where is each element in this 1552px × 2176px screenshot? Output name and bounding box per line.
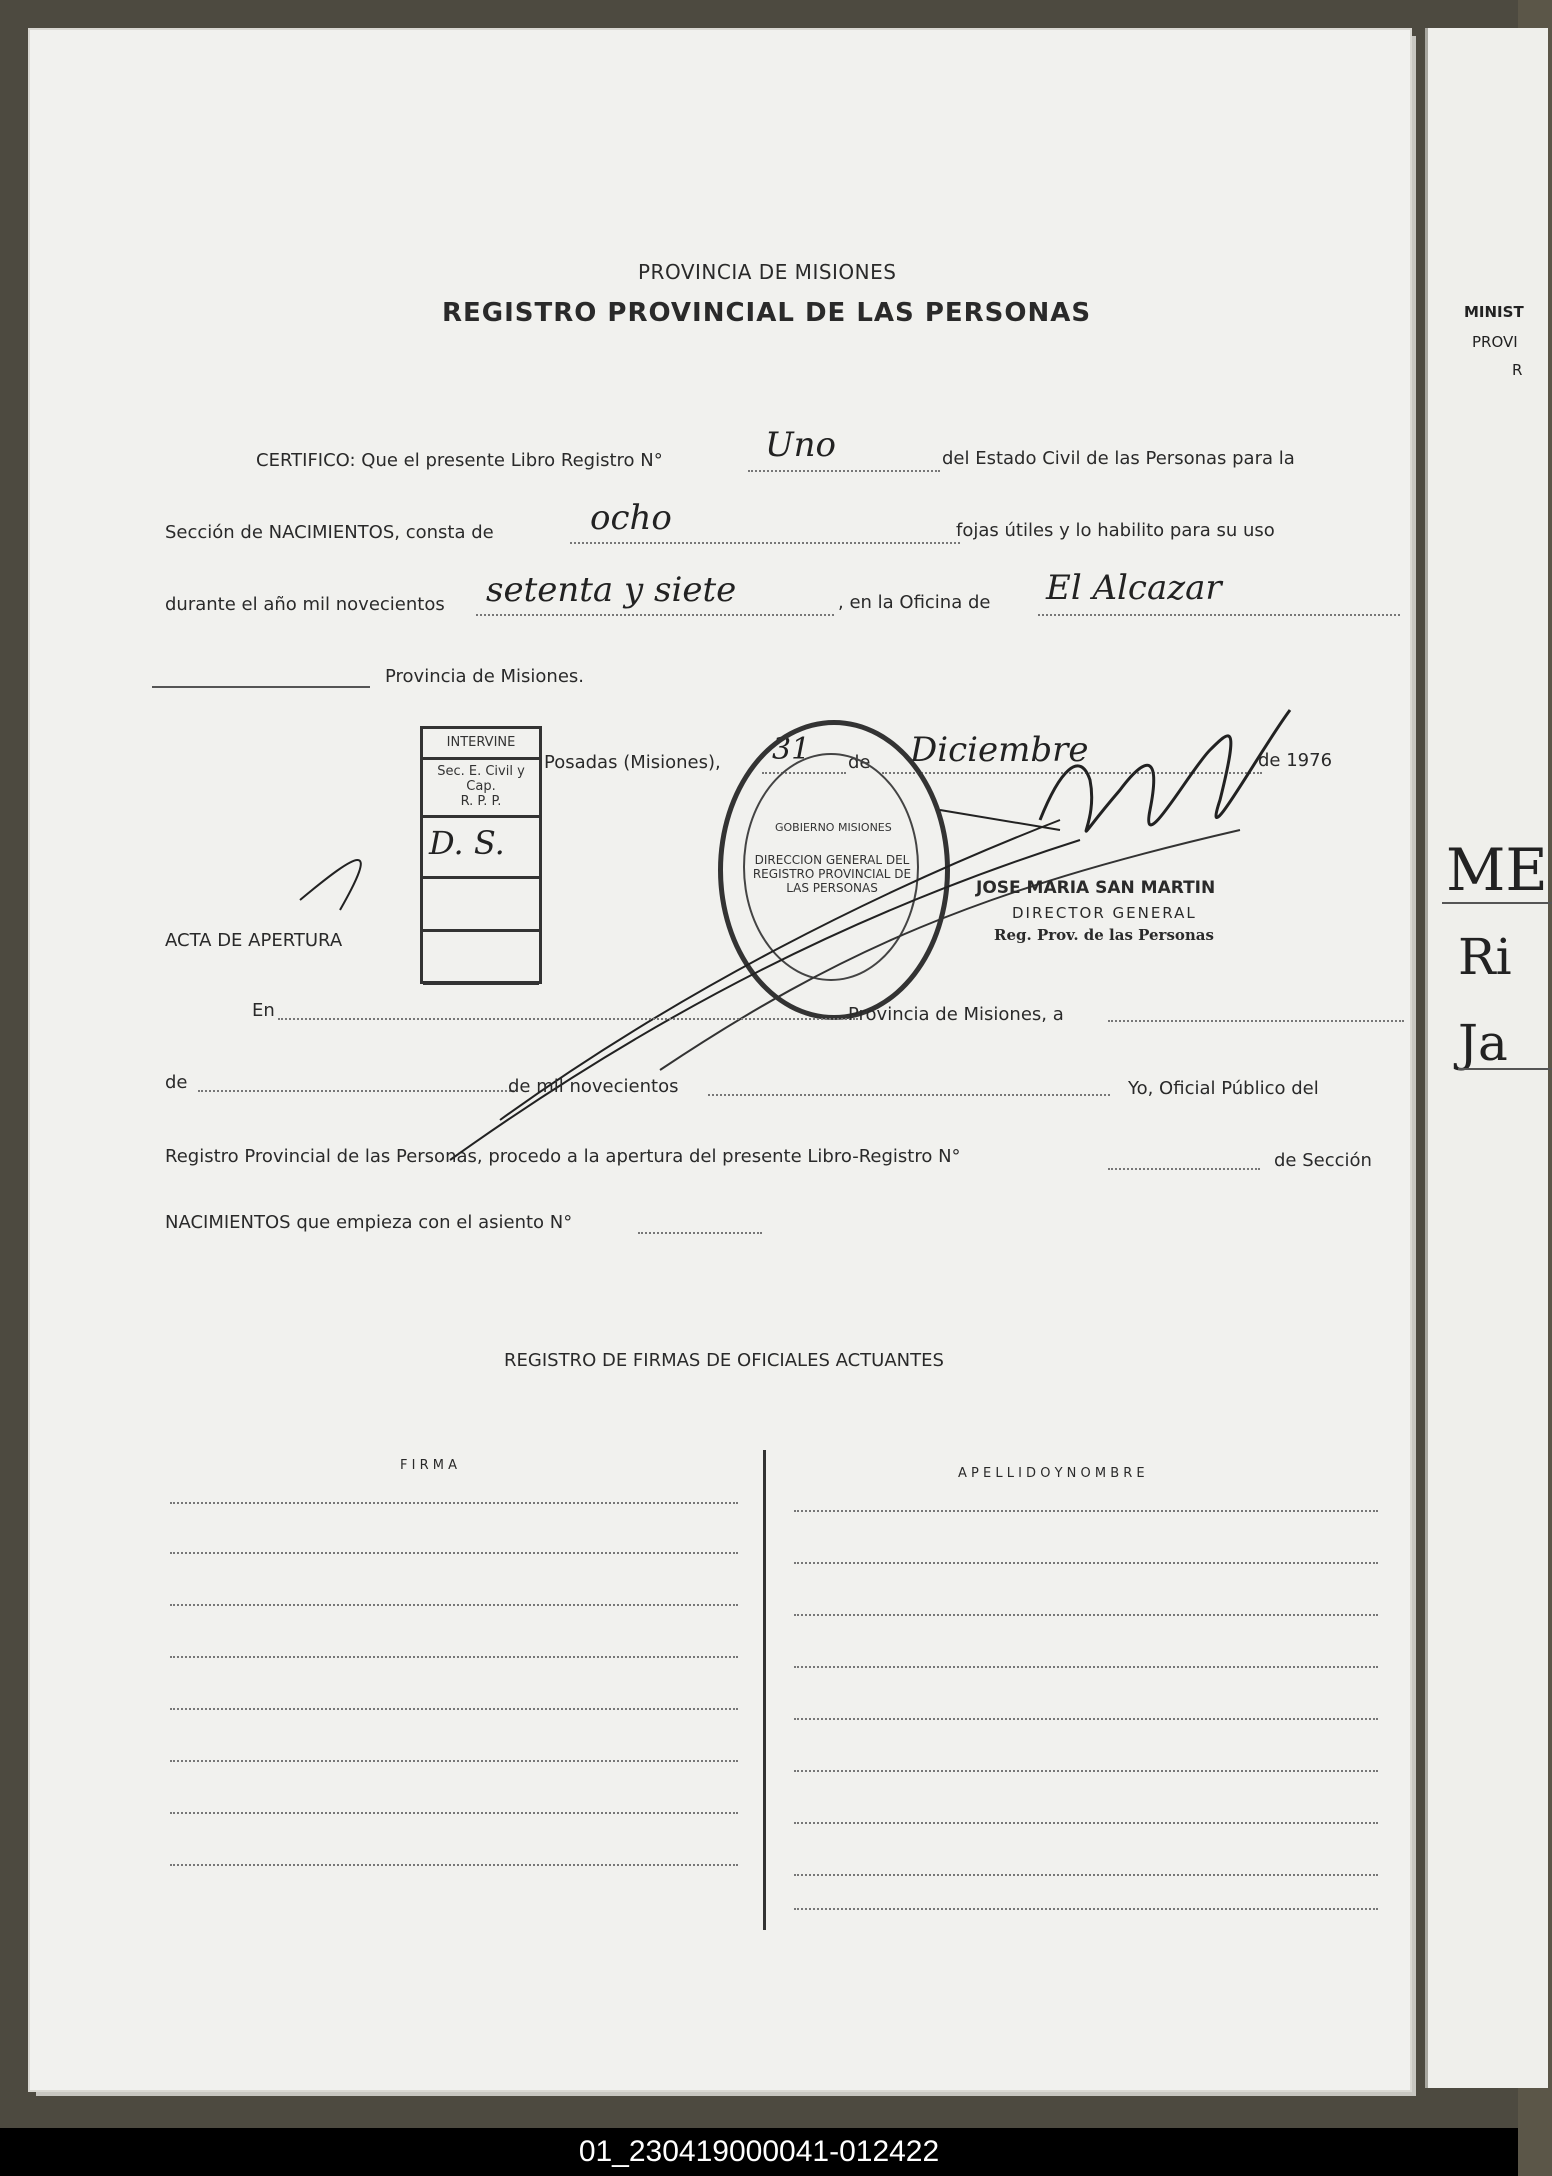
- acta-asiento-field: [638, 1232, 762, 1234]
- firmas-col-firma: F I R M A: [400, 1458, 457, 1473]
- date-year: de 1976: [1258, 750, 1333, 771]
- next-page-hand-2: Ri: [1458, 928, 1512, 986]
- firma-line: [170, 1708, 738, 1710]
- cert-line3-prefix: durante el año mil novecientos: [165, 594, 445, 615]
- cert-line1-prefix: CERTIFICO: Que el presente Libro Registro N°: [256, 450, 663, 471]
- apellido-line: [794, 1666, 1378, 1668]
- apellido-line: [794, 1770, 1378, 1772]
- apellido-line: [794, 1822, 1378, 1824]
- date-month: Diciembre: [910, 730, 1089, 770]
- acta-date-field: [1108, 1020, 1404, 1022]
- firmas-col-apellido: A P E L L I D O Y N O M B R E: [958, 1466, 1145, 1481]
- cert-line1-field: [748, 470, 940, 472]
- cert-line2-prefix: Sección de NACIMIENTOS, consta de: [165, 522, 494, 543]
- apellido-line: [794, 1718, 1378, 1720]
- firma-line: [170, 1760, 738, 1762]
- next-page-rule: [1458, 1068, 1552, 1070]
- cert-line1-suffix: del Estado Civil de las Personas para la: [942, 448, 1295, 469]
- apellido-line: [794, 1874, 1378, 1876]
- acta-year-field: [708, 1094, 1110, 1096]
- apellido-line: [794, 1510, 1378, 1512]
- next-page-text-1: MINIST: [1464, 303, 1524, 321]
- cert-office-field: [1038, 614, 1400, 616]
- cert-line3-field: [476, 614, 834, 616]
- cert-year-words: setenta y siete: [486, 570, 737, 610]
- cert-line3-mid: , en la Oficina de: [838, 592, 991, 613]
- next-page-rule: [1442, 902, 1552, 904]
- firma-line: [170, 1656, 738, 1658]
- acta-de-seccion: de Sección: [1274, 1150, 1372, 1171]
- acta-de: de: [165, 1072, 188, 1093]
- box-stamp-row-0: INTERVINE: [423, 729, 539, 760]
- cert-office-name: El Alcazar: [1046, 568, 1222, 608]
- date-place: Posadas (Misiones),: [544, 752, 721, 773]
- cert-libro-number: Uno: [765, 425, 837, 465]
- acta-provincia: Provincia de Misiones, a: [848, 1004, 1064, 1025]
- acta-yo: Yo, Oficial Público del: [1128, 1078, 1319, 1099]
- cert-fojas-count: ocho: [590, 498, 672, 538]
- province-heading: PROVINCIA DE MISIONES: [638, 260, 897, 284]
- image-id-footer: 01_230419000041-012422: [0, 2128, 1518, 2176]
- acta-registro-line: Registro Provincial de las Personas, procedo a la apertura del presente Libro-Registro N°: [165, 1146, 961, 1167]
- next-page-fragment: [1425, 28, 1548, 2088]
- registry-heading: REGISTRO PROVINCIAL DE LAS PERSONAS: [442, 298, 1092, 328]
- apellido-line: [794, 1908, 1378, 1910]
- acta-month-field: [198, 1090, 514, 1092]
- acta-nac-line: NACIMIENTOS que empieza con el asiento N°: [165, 1212, 573, 1233]
- firmas-divider: [763, 1450, 766, 1930]
- date-de-1: de: [848, 752, 871, 773]
- cert-line4-field: [152, 686, 370, 688]
- cert-line4-suffix: Provincia de Misiones.: [385, 666, 584, 687]
- seal-center-text: GOBIERNO MISIONES: [775, 821, 892, 834]
- apellido-line: [794, 1562, 1378, 1564]
- cert-line2-field: [570, 542, 960, 544]
- acta-heading: ACTA DE APERTURA: [165, 930, 343, 951]
- next-page-hand-3: Ja: [1458, 1014, 1508, 1072]
- apellido-line: [794, 1614, 1378, 1616]
- firma-line: [170, 1864, 738, 1866]
- firma-line: [170, 1552, 738, 1554]
- acta-de-mil: de mil novecientos: [508, 1076, 679, 1097]
- signatory-title: DIRECTOR GENERAL: [1012, 904, 1197, 922]
- signatory-org: Reg. Prov. de las Personas: [994, 926, 1214, 944]
- date-day: 31: [772, 732, 811, 767]
- firma-line: [170, 1502, 738, 1504]
- cert-line2-suffix: fojas útiles y lo habilito para su uso: [956, 520, 1275, 541]
- firma-line: [170, 1604, 738, 1606]
- acta-libro-field: [1108, 1168, 1260, 1170]
- next-page-text-2: PROVI: [1472, 333, 1518, 351]
- seal-ring-text: DIRECCION GENERAL DEL REGISTRO PROVINCIAL DE LAS PERSONAS: [752, 853, 912, 895]
- box-stamp-initials: D. S.: [429, 824, 505, 862]
- acta-en: En: [252, 1000, 275, 1021]
- next-page-text-3: R: [1512, 361, 1523, 379]
- acta-en-field: [278, 1018, 858, 1020]
- firma-line: [170, 1812, 738, 1814]
- firmas-heading: REGISTRO DE FIRMAS DE OFICIALES ACTUANTES: [504, 1350, 944, 1371]
- next-page-hand-1: ME: [1446, 836, 1548, 904]
- signatory-name: JOSE MARIA SAN MARTIN: [976, 878, 1216, 898]
- box-stamp-rpp: R. P. P.: [460, 794, 502, 809]
- box-stamp-office: Sec. E. Civil y Cap.: [437, 764, 525, 794]
- registry-page: [30, 30, 1410, 2090]
